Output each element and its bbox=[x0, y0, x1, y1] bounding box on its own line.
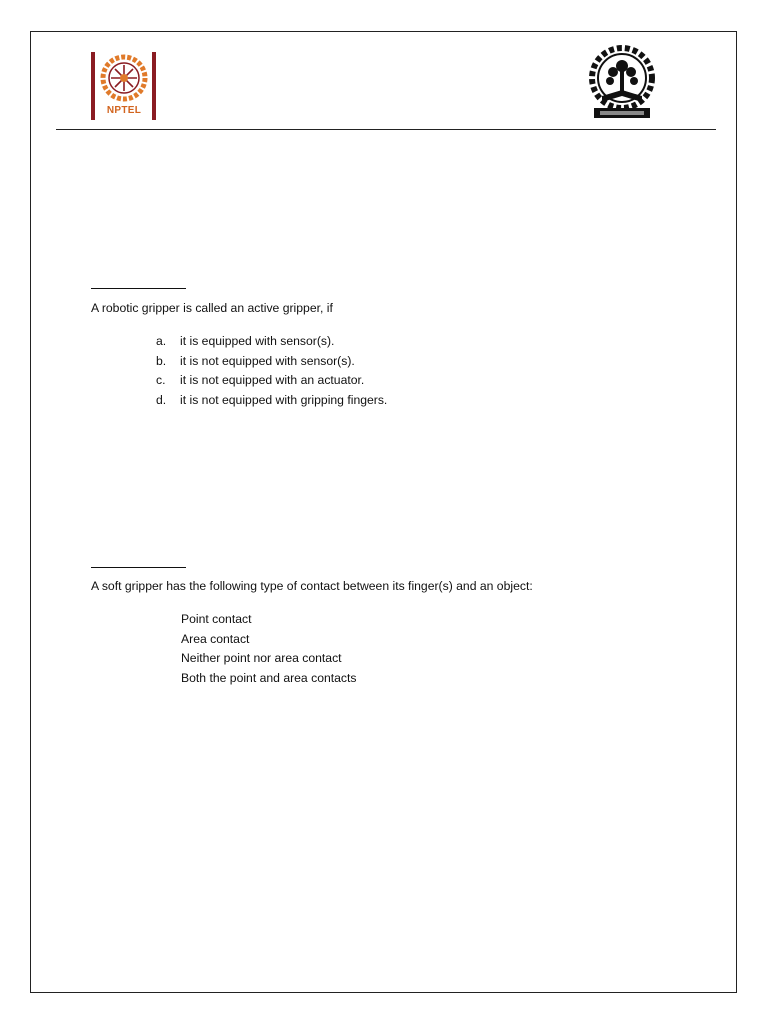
option-item: Point contact bbox=[181, 612, 252, 626]
option-letter: c. bbox=[156, 373, 166, 387]
option-item: Neither point nor area contact bbox=[181, 651, 342, 666]
option-letter: b. bbox=[156, 353, 167, 368]
option-item bbox=[156, 352, 387, 372]
option-text: it is not equipped with sensor(s). bbox=[180, 353, 355, 368]
option-letter: a. bbox=[156, 334, 167, 348]
option-item bbox=[156, 391, 387, 411]
option-list bbox=[156, 332, 387, 410]
option-item: Both the point and area contacts bbox=[181, 671, 357, 686]
question-text: A robotic gripper is called an active gripper, if bbox=[91, 301, 333, 315]
header-divider bbox=[56, 129, 716, 130]
option-item bbox=[156, 371, 387, 391]
option-item bbox=[156, 332, 387, 352]
option-letter: d. bbox=[156, 392, 167, 407]
question-divider bbox=[91, 567, 186, 568]
iit-kharagpur-emblem-icon bbox=[588, 44, 656, 122]
option-text: it is equipped with sensor(s). bbox=[180, 334, 335, 348]
nptel-logo-text: NPTEL bbox=[106, 105, 142, 116]
option-text: it is not equipped with an actuator. bbox=[180, 373, 365, 387]
option-list bbox=[181, 610, 357, 689]
option-text: it is not equipped with gripping fingers. bbox=[180, 392, 388, 407]
option-item: Area contact bbox=[181, 631, 250, 646]
page-frame bbox=[30, 31, 737, 993]
question-divider bbox=[91, 288, 186, 289]
question-text: A soft gripper has the following type of contact between its finger(s) and an object: bbox=[91, 579, 533, 593]
